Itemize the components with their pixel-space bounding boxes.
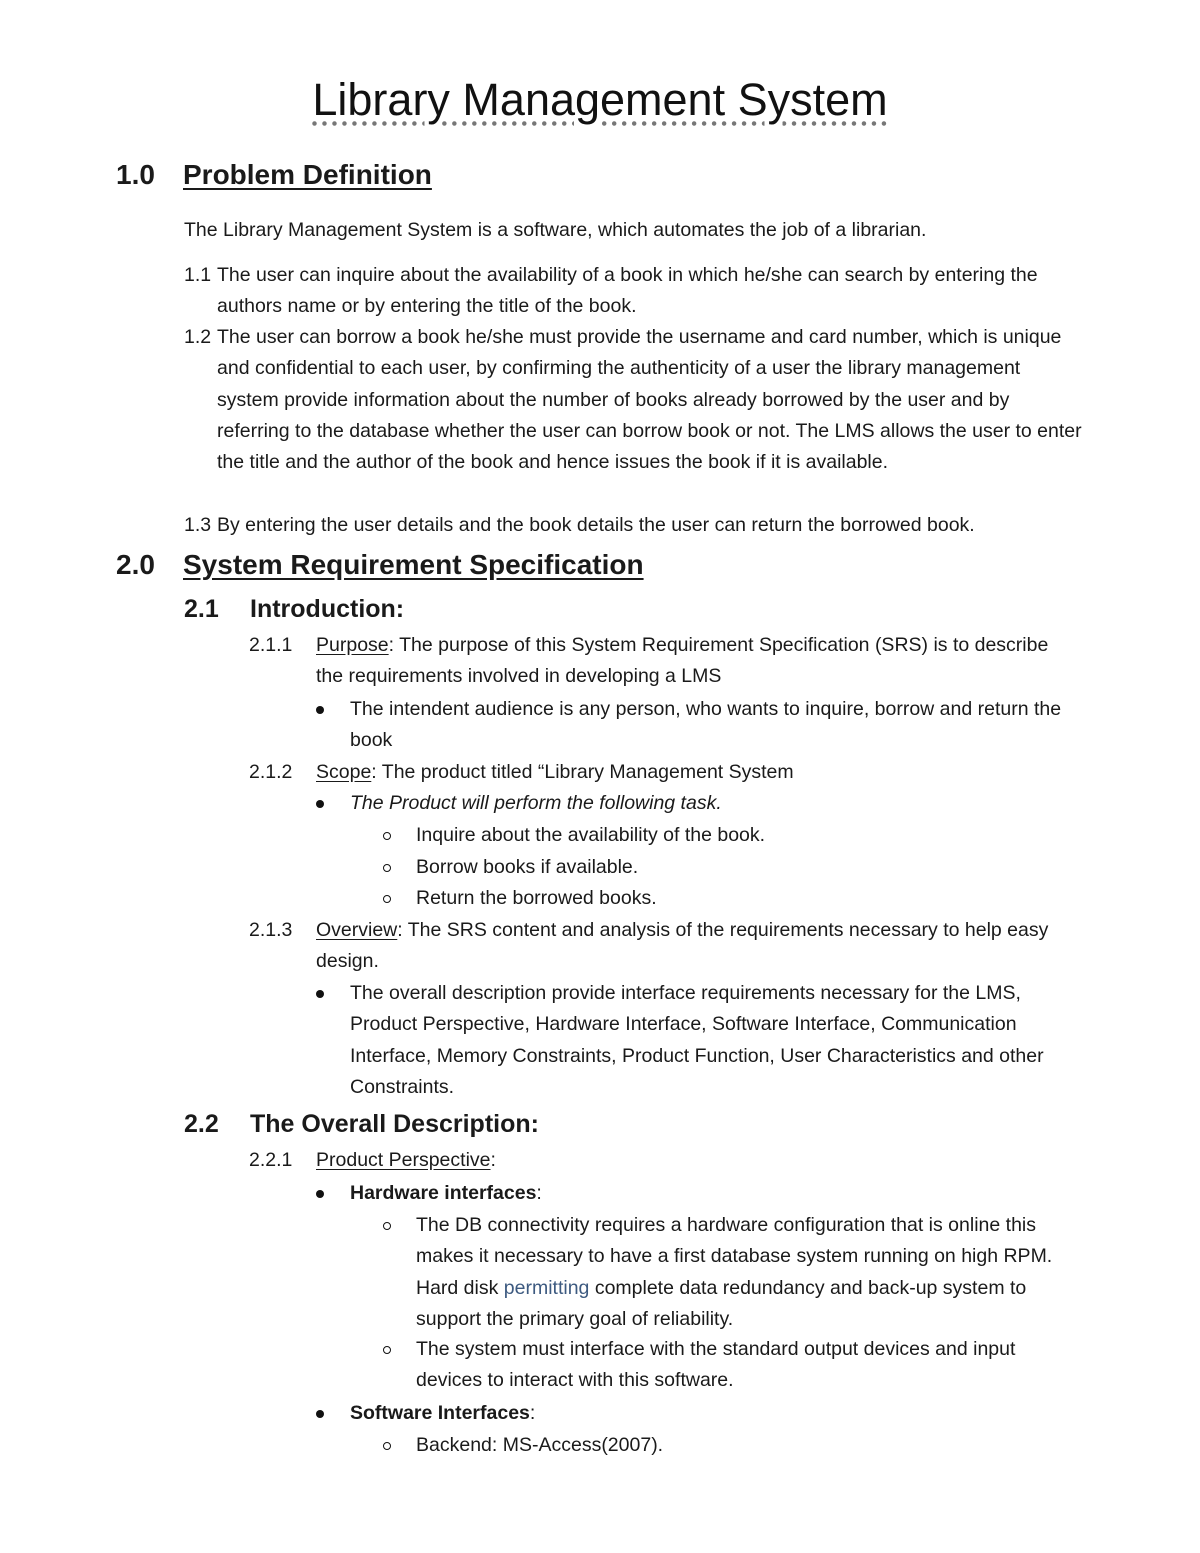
hardware-item-db-connectivity: The DB connectivity requires a hardware configuration that is online this makes it necessary to have a first database system running on high RPM. Hard disk permitting complete data redundancy and back-up system to support the primary goal of reliability.	[383, 1210, 1083, 1335]
bullet-icon	[316, 1410, 324, 1418]
task-item-borrow: Borrow books if available.	[383, 852, 1083, 883]
purpose-label: Purpose	[316, 634, 389, 656]
problem-intro: The Library Management System is a software, which automates the job of a librarian.	[184, 219, 927, 241]
product-perspective-label: Product Perspective	[316, 1149, 491, 1171]
subsection-heading-introduction: 2.1 Introduction:	[184, 595, 405, 623]
document-title: Library Management System	[312, 74, 888, 125]
section-heading-problem-definition: 1.0 Problem Definition	[116, 159, 432, 190]
task-item-inquire: Inquire about the availability of the book.	[383, 820, 1083, 851]
section-heading-srs: 2.0 System Requirement Specification	[116, 549, 644, 580]
bullet-product-tasks: The Product will perform the following task.	[316, 788, 1081, 819]
circle-bullet-icon	[383, 1222, 391, 1230]
bullet-icon	[316, 706, 324, 714]
bullet-intended-audience: The intendent audience is any person, who wants to inquire, borrow and return the book	[316, 694, 1081, 757]
subsection-heading-overall-description: 2.2 The Overall Description:	[184, 1110, 539, 1138]
bullet-hardware-interfaces: Hardware interfaces:	[316, 1178, 1081, 1209]
software-item-backend: Backend: MS-Access(2007).	[383, 1430, 1083, 1461]
subitem-purpose: 2.1.1 Purpose: The purpose of this System Requirement Specification (SRS) is to describe the requirements involved in developing a LMS	[249, 634, 1049, 688]
bullet-software-interfaces: Software Interfaces:	[316, 1398, 1081, 1429]
circle-bullet-icon	[383, 1442, 391, 1450]
list-item-1-1: 1.1 The user can inquire about the availability of a book in which he/she can search by entering the authors name or by entering the title of the book.	[184, 264, 1038, 318]
task-item-return: Return the borrowed books.	[383, 883, 1083, 914]
list-item-1-2: 1.2 The user can borrow a book he/she must provide the username and card number, which is unique and confidential to each user, by confirming the authenticity of a user the library management system provide information about the number of books already borrowed by the user and by referring to the database whether the user can borrow book or not. The LMS allows the user to enter the title and the author of the book and hence issues the book if it is available.	[184, 326, 1082, 474]
circle-bullet-icon	[383, 832, 391, 840]
bullet-icon	[316, 990, 324, 998]
subitem-overview: 2.1.3 Overview: The SRS content and analysis of the requirements necessary to help easy design.	[249, 919, 1049, 973]
circle-bullet-icon	[383, 864, 391, 872]
hardware-item-output-devices: The system must interface with the standard output devices and input devices to interact with this software.	[383, 1334, 1083, 1397]
bullet-icon	[316, 1190, 324, 1198]
scope-label: Scope	[316, 761, 372, 783]
overview-label: Overview	[316, 919, 398, 941]
subitem-scope: 2.1.2 Scope: The product titled “Library Management System	[249, 761, 794, 783]
circle-bullet-icon	[383, 895, 391, 903]
subitem-product-perspective: 2.2.1 Product Perspective:	[249, 1149, 496, 1171]
circle-bullet-icon	[383, 1346, 391, 1354]
list-item-1-3: 1.3 By entering the user details and the book details the user can return the borrowed book.	[184, 514, 975, 536]
bullet-overall-description: The overall description provide interface requirements necessary for the LMS, Product Perspective, Hardware Interface, Software Interface, Communication Interface, Memory Constraints, Product Function, User Characteristics and other Constraints.	[316, 978, 1081, 1103]
bullet-icon	[316, 800, 324, 808]
